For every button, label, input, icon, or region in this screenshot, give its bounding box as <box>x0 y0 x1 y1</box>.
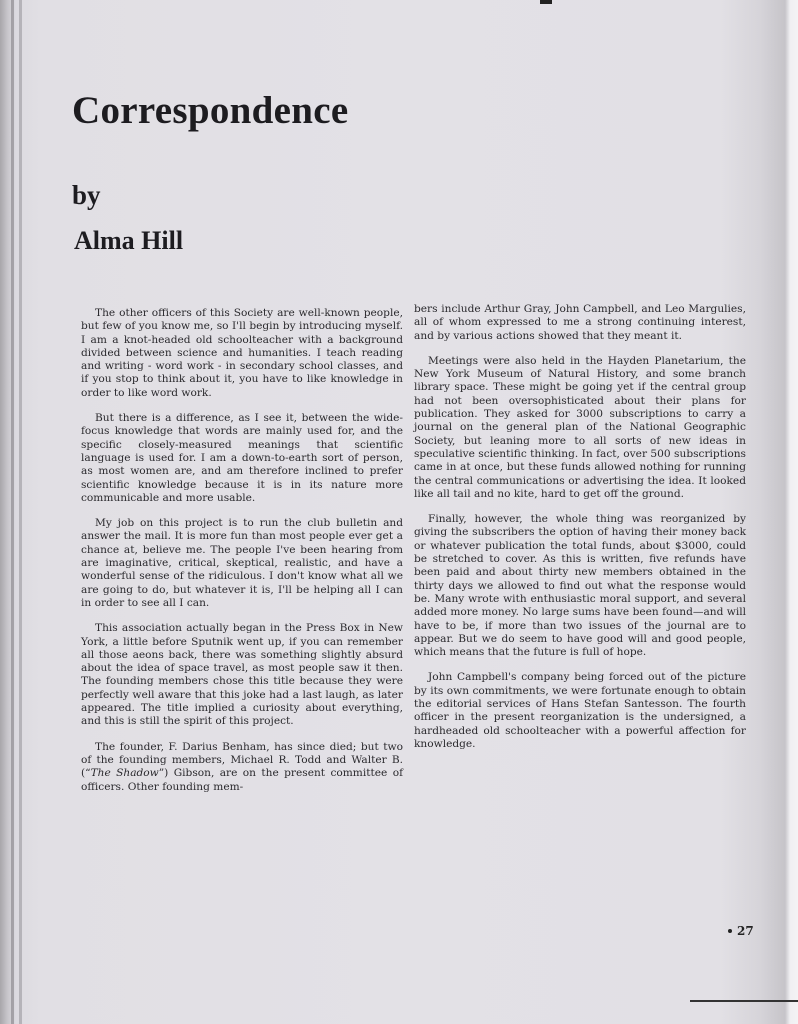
left-column <box>81 307 403 806</box>
paragraph-text: The founder, F. Darius Benham, has since died; but two of the founding members, Michael R. Todd and Walter B. ( <box>81 740 403 780</box>
paragraph: John Campbell's company being forced out of the picture by its own commitments, we were fortunate enough to obtain the editorial services of Hans Stefan Santesson. The fourth officer in the present reorganization is the undersigned, a hardheaded old schoolteacher with a powerful affection for knowledge. <box>414 671 746 750</box>
right-column <box>414 303 746 763</box>
paragraph: The founder, F. Darius Benham, has since died; but two of the founding members, Michael R. Todd and Walter B. (“The Shadow”) Gibson, are on the present committee of officers. Other founding mem- <box>81 740 403 793</box>
bottom-rule <box>690 1000 798 1002</box>
paragraph: Meetings were also held in the Hayden Planetarium, the New York Museum of Natural History, and some branch library space. These might be going yet if the central group had not been oversophisticated about their plans for publication. They asked for 3000 subscriptions to carry a journal on the general plan of the National Geographic Society, but leaning more to all sorts of new ideas in speculative scientific thinking. In fact, over 500 subscriptions came in at once, but these funds allowed nothing for running the central communications or advertising the idea. It looked like all tail and no kite, hard to get off the ground. <box>414 354 746 500</box>
bullet-icon <box>728 929 732 933</box>
paragraph-text: ) Gibson, are on the present committee of officers. Other founding mem- <box>81 767 403 793</box>
publication-title: The Shadow <box>90 767 159 780</box>
paragraph: The other officers of this Society are well-known people, but few of you know me, so I'll begin by introducing myself. I am a knot-headed old schoolteacher with a background divided between science and humanities. I teach reading and writing - word work - in secondary school classes, and if you stop to think about it, you have to like knowledge in order to like word work. <box>81 307 403 399</box>
author-name: Alma Hill <box>74 226 184 255</box>
page-number-value: 27 <box>737 924 754 938</box>
binding-shadow-line <box>11 0 14 1024</box>
paragraph: Finally, however, the whole thing was reorganized by giving the subscribers the option of having their money back or whatever publication the total funds, about $3000, could be stretched to cover. As this is written, five refunds have been paid and about thirty new members obtained in the thirty days we allowed to find out what the response would be. Many wrote with enthusiastic moral support, and several added more money. No large sums have been found—and will have to be, if more than two issues of the journal are to appear. But we do seem to have good will and good people, which means that the future is full of hope. <box>414 513 746 659</box>
article-title: Correspondence <box>72 89 349 132</box>
binding-shadow-line <box>19 0 22 1024</box>
page-number <box>728 924 754 938</box>
paragraph: bers include Arthur Gray, John Campbell, and Leo Margulies, all of whom expressed to me a strong continuing interest, and by various actions showed that they meant it. <box>414 303 746 342</box>
print-mark <box>540 0 552 4</box>
paragraph: But there is a difference, as I see it, between the wide-focus knowledge that words are mainly used for, and the specific closely-measured meanings that scientific language is used for. I am a down-to-earth sort of person, as most women are, and am therefore inclined to prefer scientific knowledge because it is in its nature more communicable and more usable. <box>81 412 403 504</box>
paragraph: This association actually began in the Press Box in New York, a little before Sputnik went up, if you can remember all those aeons back, there was something slightly absurd about the idea of space travel, as most people saw it then. The founding members chose this title because they were perfectly well aware that this joke had a last laugh, as later appeared. The title implied a curiosity about everything, and this is still the spirit of this project. <box>81 622 403 728</box>
paragraph: My job on this project is to run the club bulletin and answer the mail. It is more fun than most people ever get a chance at, believe me. The people I've been hearing from are imaginative, critical, skeptical, realistic, and have a wonderful sense of the ridiculous. I don't know what all we are going to do, but whatever it is, I'll be helping all I can in order to see all I can. <box>81 517 403 609</box>
byline-prefix: by <box>72 180 101 210</box>
